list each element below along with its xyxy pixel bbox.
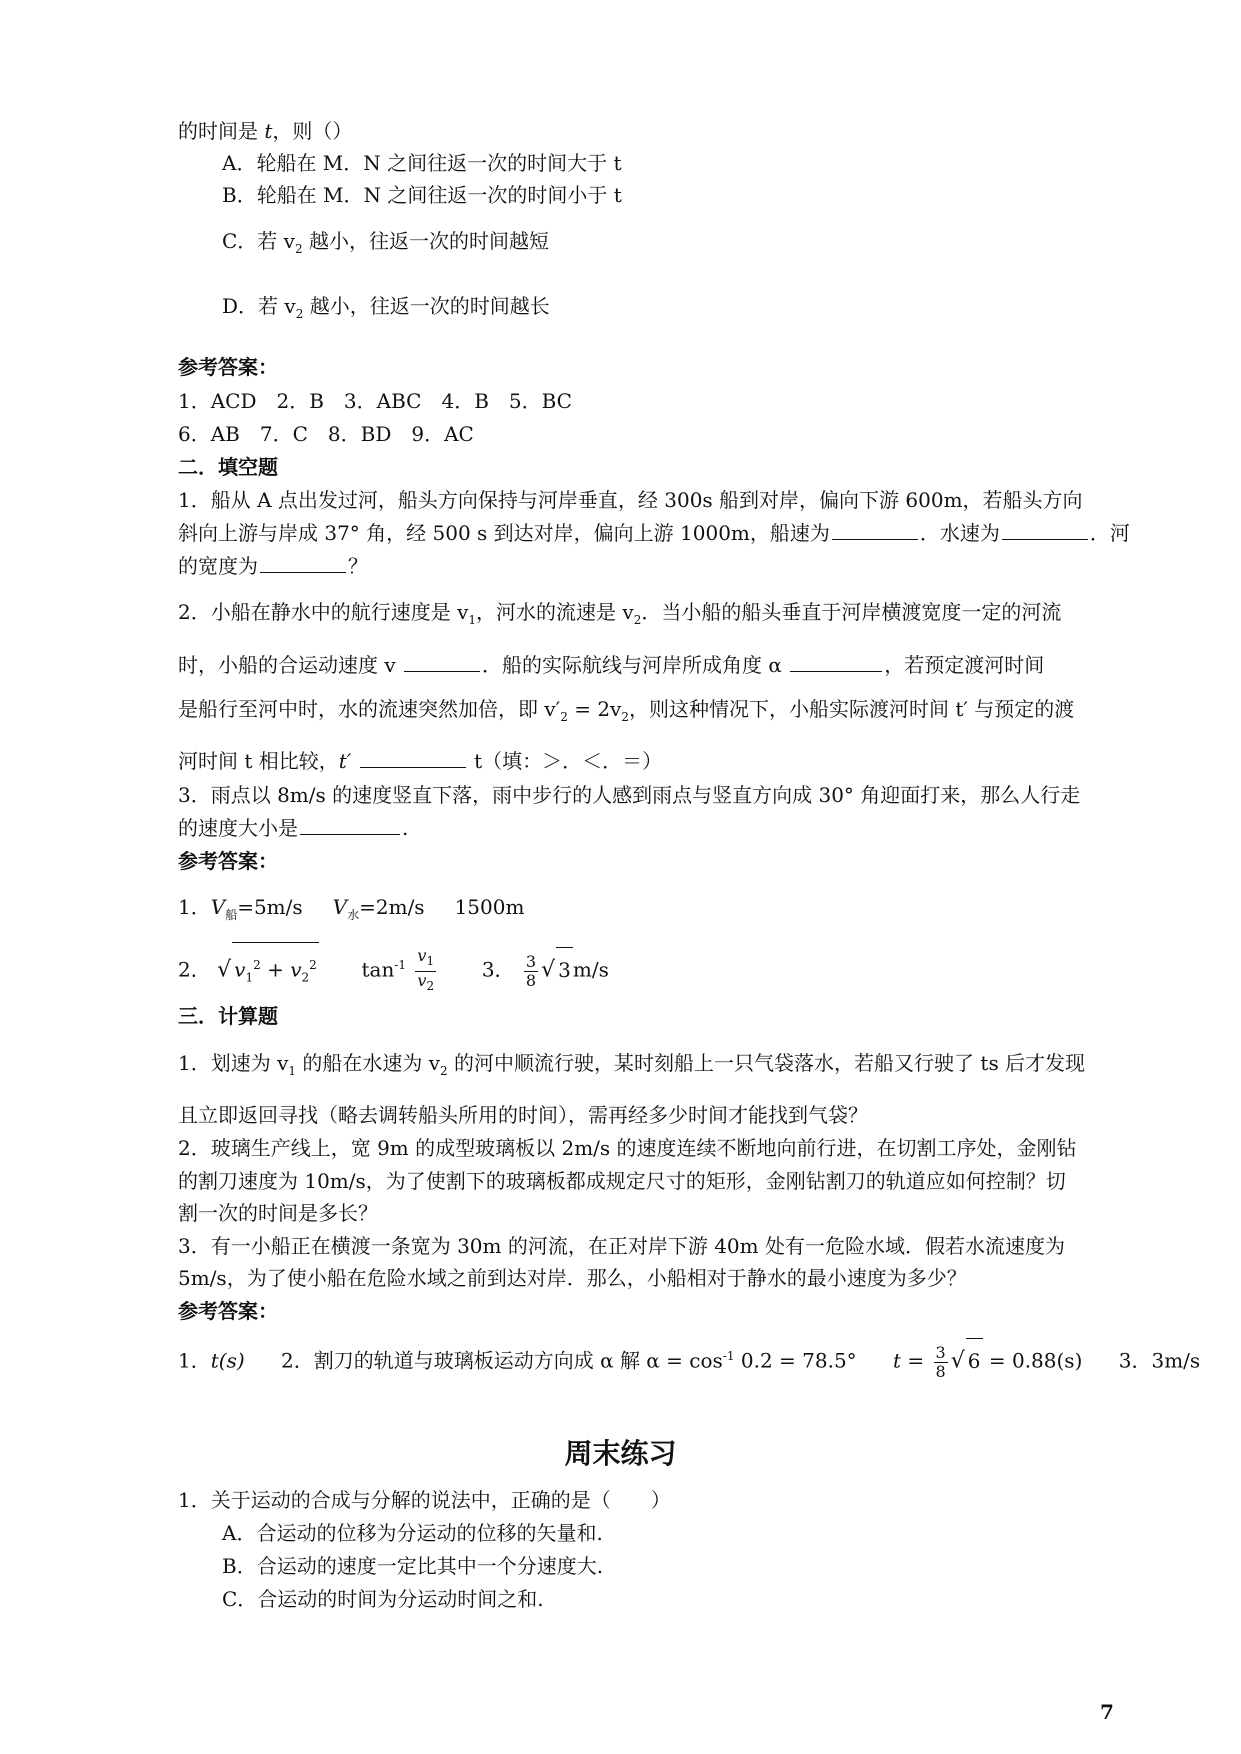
subscript: 1 [426, 954, 435, 969]
subscript: 1 [468, 613, 477, 627]
text: m/s [572, 957, 609, 982]
text: t = [893, 1348, 925, 1373]
question-text: 1．船从 A 点出发过河，船头方向保持与河岸垂直，经 300s 船到对岸，偏向下游 600m，若船头方向 [178, 488, 1083, 512]
text: ．河 [1089, 521, 1130, 545]
text: 3 [935, 1342, 946, 1362]
text: 越小，往返一次的时间越长 [303, 294, 550, 318]
text: 1500m [454, 895, 525, 919]
question-text: 割一次的时间是多长？ [178, 1201, 378, 1225]
question-text: 的割刀速度为 10m/s，为了使割下的玻璃板都成规定尺寸的矩形，金刚钻割刀的轨道应如何控制？切 [178, 1169, 1066, 1193]
question-text [178, 520, 1130, 546]
question-text [178, 652, 1044, 678]
text: 的河中顺流行驶，某时刻船上一只气袋落水，若船又行驶了 ts 后才发现 [447, 1051, 1086, 1075]
text: 越小，往返一次的时间越短 [302, 229, 549, 253]
answer-blank[interactable] [300, 816, 400, 835]
answer-row [178, 1334, 1200, 1384]
radical-icon: √ [950, 1348, 965, 1374]
text: 2． [178, 957, 211, 982]
text: 1．划速为 v [178, 1051, 289, 1075]
option-c: C．合运动的时间为分运动时间之和. [222, 1587, 544, 1611]
radical-icon: √ [217, 957, 232, 983]
answer-blank[interactable] [360, 749, 466, 768]
answer-row [178, 942, 609, 1000]
option-b: B．轮船在 M．N 之间往返一次的时间小于 t [222, 183, 622, 207]
answer-heading: 参考答案： [178, 355, 278, 379]
text: 的船在水速为 v [296, 1051, 441, 1075]
fraction [934, 1344, 948, 1381]
answer-row [178, 894, 524, 928]
text: 2．小船在静水中的航行速度是 v [178, 600, 469, 624]
subscript: 2 [295, 307, 304, 321]
text: = 2v [567, 697, 622, 721]
option-c [222, 228, 549, 262]
text: = 0.88(s) [982, 1348, 1083, 1373]
text: . [402, 816, 409, 840]
text: 3． [1118, 1348, 1152, 1373]
text: 1． [178, 1348, 211, 1373]
superscript: -1 [394, 958, 407, 972]
option-d [222, 293, 550, 327]
var-t-prime: t′ [338, 749, 352, 773]
text: ？ [348, 554, 368, 578]
text: D．若 v [222, 294, 296, 318]
subscript: 船 [225, 908, 238, 922]
section-heading: 二．填空题 [178, 455, 278, 479]
var-t: t [264, 119, 273, 143]
text: 斜向上游与岸成 37° 角，经 500 s 到达对岸，偏向上游 1000m，船速为 [178, 521, 830, 545]
question-text [178, 815, 408, 841]
option-b: B．合运动的速度一定比其中一个分速度大. [222, 1554, 604, 1578]
text: 时，小船的合运动速度 v [178, 653, 403, 677]
text: v [417, 946, 427, 966]
question-text: 3．有一小船正在横渡一条宽为 30m 的河流，在正对岸下游 40m 处有一危险水域．假若水流速度为 [178, 1234, 1065, 1258]
subscript: 2 [440, 1064, 448, 1078]
text: ，则这种情况下，小船实际渡河时间 t′ 与预定的渡 [628, 697, 1075, 721]
subscript: 2 [621, 710, 629, 724]
text: 3． [481, 957, 515, 982]
subscript: 水 [347, 908, 360, 922]
answer-blank[interactable] [790, 653, 882, 672]
question-text [178, 696, 1074, 730]
sqrt-expression: 3 [556, 947, 573, 992]
answer-blank[interactable] [404, 653, 480, 672]
text: C．若 v [222, 229, 295, 253]
sqrt-expression: $v_1^2 + v_2^2$ [232, 942, 319, 1000]
option-a: A．合运动的位移为分运动的位移的矢量和. [222, 1521, 603, 1545]
answer-row: 1．ACD 2．B 3．ABC 4．B 5．BC [178, 389, 572, 413]
radical-icon: √ [541, 957, 556, 983]
text: 河时间 t 相比较， [178, 749, 339, 773]
text: 的时间是 [178, 119, 258, 143]
text: =5m/s [237, 895, 303, 919]
answer-row: 6．AB 7．C 8．BD 9．AC [178, 422, 474, 446]
text: ，则（） [272, 119, 353, 143]
subscript: 1 [288, 1064, 297, 1078]
question-text [178, 553, 368, 579]
question-text: 且立即返回寻找（略去调转船头所用的时间），需再经多少时间才能找到气袋？ [178, 1103, 868, 1127]
answer-blank[interactable] [260, 554, 346, 573]
question-text: 1．关于运动的合成与分解的说法中，正确的是（ ） [178, 1488, 671, 1512]
question-text: 5m/s，为了使小船在危险水域之前到达对岸．那么，小船相对于静水的最小速度为多少？ [178, 1266, 967, 1290]
text: ，河水的流速是 v [476, 600, 634, 624]
option-a: A．轮船在 M．N 之间往返一次的时间大于 t [222, 151, 622, 175]
text: 8 [525, 970, 537, 990]
question-text: 3．雨点以 8m/s 的速度竖直下落，雨中步行的人感到雨点与竖直方向成 30° 角迎面打来，那么人行走 [178, 783, 1081, 807]
page-number: 7 [1100, 1700, 1114, 1724]
text: ．当小船的船头垂直于河岸横渡宽度一定的河流 [641, 600, 1062, 624]
subscript: 2 [426, 978, 435, 993]
text: 0.2 = 78.5° [734, 1348, 857, 1373]
var-v: V [210, 895, 226, 919]
answer-heading: 参考答案： [178, 1299, 278, 1323]
answer-heading: 参考答案： [178, 849, 278, 873]
var-v: V [332, 895, 348, 919]
text: t(s) [210, 1348, 245, 1373]
text: 的宽度为 [178, 554, 258, 578]
sqrt-expression: 6 [966, 1338, 983, 1383]
text: 是船行至河中时，水的流速突然加倍，即 v′ [178, 697, 561, 721]
question-text: 2．玻璃生产线上，宽 9m 的成型玻璃板以 2m/s 的速度连续不断地向前行进，在切割工序处，金刚钻 [178, 1136, 1077, 1160]
text: ．船的实际航线与河岸所成角度 α [482, 653, 789, 677]
answer-blank[interactable] [832, 521, 918, 540]
text: 的速度大小是 [178, 816, 298, 840]
superscript: -1 [722, 1349, 735, 1363]
question-continuation [178, 118, 352, 144]
text: tan [361, 957, 395, 982]
text: 2．割刀的轨道与玻璃板运动方向成 α 解 α = cos [281, 1348, 723, 1373]
question-text [178, 599, 1061, 633]
text: ．水速为 [919, 521, 1000, 545]
subscript: 2 [633, 613, 642, 627]
question-text [178, 1050, 1085, 1084]
text: 3 [525, 951, 537, 971]
subscript: 2 [294, 242, 303, 256]
question-text [178, 748, 662, 774]
text: 1． [178, 895, 211, 919]
text: ，若预定渡河时间 [884, 653, 1045, 677]
fraction [415, 947, 436, 994]
section-title: 周末练习 [564, 1437, 677, 1470]
subscript: 2 [560, 710, 568, 724]
fraction [524, 953, 538, 990]
text: v [417, 970, 427, 990]
text: 8 [935, 1361, 946, 1381]
section-heading: 三．计算题 [178, 1004, 278, 1028]
text: =2m/s [359, 895, 425, 919]
text: t（填：＞．＜．＝） [474, 749, 663, 773]
answer-blank[interactable] [1002, 521, 1088, 540]
text: 3m/s [1151, 1348, 1201, 1373]
